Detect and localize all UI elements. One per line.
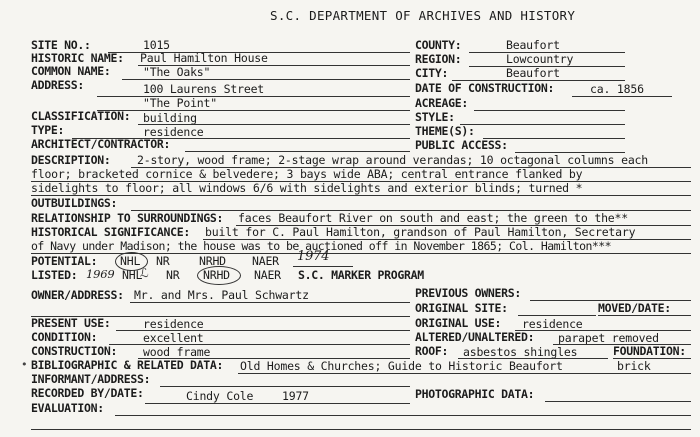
address-label: ADDRESS: (31, 78, 84, 92)
construction-label: CONSTRUCTION: (31, 344, 118, 358)
listed-nrhd-circle (197, 266, 241, 285)
historic-name-label: HISTORIC NAME: (31, 51, 124, 65)
informant-underline (160, 386, 410, 387)
foundation-value: brick (617, 359, 651, 373)
region-label: REGION: (415, 52, 462, 66)
city-value: Beaufort (506, 66, 560, 80)
recorded-by-label: RECORDED BY/DATE: (31, 386, 144, 400)
listed-nrhd: NRHD (203, 268, 230, 282)
bibliography-margin-mark: • (21, 358, 28, 371)
common-name-underline (122, 79, 410, 80)
owner-underline (130, 302, 410, 303)
significance-line-1: built for C. Paul Hamilton, grandson of Paul Hamilton, Secretary (205, 225, 636, 239)
county-value: Beaufort (506, 38, 560, 52)
description-line-3: sidelights to floor; all windows 6/6 with sidelights and exterior blinds; turned * (31, 181, 583, 195)
evaluation-underline (115, 415, 691, 416)
owner-value: Mr. and Mrs. Paul Schwartz (134, 288, 309, 302)
bibliography-value: Old Homes & Churches; Guide to Historic Beaufort (240, 359, 563, 373)
description-underline-3 (31, 195, 691, 196)
listed-naer: NAER (254, 268, 281, 282)
roof-value: asbestos shingles (463, 345, 578, 359)
potential-nhl: NHL (120, 254, 141, 268)
construction-value: wood frame (143, 345, 211, 359)
listed-year: 1969 (86, 267, 115, 281)
owner-label: OWNER/ADDRESS: (31, 288, 124, 302)
region-value: Lowcountry (506, 52, 574, 66)
marker-program-label: S.C. MARKER PROGRAM (298, 268, 424, 282)
acreage-underline (474, 110, 625, 111)
evaluation-underline-2 (31, 429, 691, 430)
previous-owners-label: PREVIOUS OWNERS: (415, 286, 521, 300)
public-access-label: PUBLIC ACCESS: (415, 138, 508, 152)
style-label: STYLE: (415, 110, 455, 124)
acreage-label: ACREAGE: (415, 96, 468, 110)
date-construction-label: DATE OF CONSTRUCTION: (415, 81, 555, 95)
site-no-value: 1015 (143, 38, 170, 52)
original-site-label: ORIGINAL SITE: (415, 301, 508, 315)
condition-label: CONDITION: (31, 330, 98, 344)
potential-label: POTENTIAL: (31, 254, 98, 268)
bibliography-underline (238, 373, 691, 374)
altered-value: parapet removed (558, 331, 659, 345)
architect-label: ARCHITECT/CONTRACTOR: (31, 137, 171, 151)
potential-nr: NR (156, 254, 170, 268)
potential-year-note: 1974 (297, 249, 330, 264)
relationship-value: faces Beaufort River on south and east; the green to the** (238, 211, 628, 225)
classification-label: CLASSIFICATION: (31, 109, 131, 123)
description-line-2: floor; bracketed cornice & belvedere; 3 bays wide ABA; central entrance flanked by (31, 167, 583, 181)
city-label: CITY: (415, 66, 449, 80)
theme-label: THEME(S): (415, 124, 475, 138)
listed-nhl: NHL (122, 268, 143, 282)
address-line-1: 100 Laurens Street (143, 82, 265, 96)
date-construction-value: ca. 1856 (590, 82, 644, 96)
classification-value: building (143, 111, 197, 125)
foundation-label: FOUNDATION: (613, 344, 686, 358)
original-use-label: ORIGINAL USE: (415, 316, 502, 330)
description-line-1: 2-story, wood frame; 2-stage wrap around verandas; 10 octagonal columns each (137, 153, 648, 167)
significance-line-2: of Navy under Madison; the house was to be auctioned off in November 1865; Col. Hamilton*** (31, 239, 611, 253)
listed-nr: NR (166, 268, 180, 282)
informant-label: INFORMANT/ADDRESS: (31, 372, 151, 386)
moved-date-label: MOVED/DATE: (598, 301, 671, 315)
relationship-label: RELATIONSHIP TO SURROUNDINGS: (31, 211, 224, 225)
photographic-data-label: PHOTOGRAPHIC DATA: (415, 387, 535, 401)
significance-label: HISTORICAL SIGNIFICANCE: (31, 225, 190, 239)
style-underline (460, 124, 625, 125)
recorded-by-value: Cindy Cole (186, 389, 254, 403)
type-label: TYPE: (31, 123, 65, 137)
common-name-label: COMMON NAME: (31, 64, 111, 78)
potential-note-underline (293, 266, 353, 267)
address-line-2: "The Point" (143, 96, 217, 110)
common-name-value: "The Oaks" (143, 65, 211, 79)
architect-underline (185, 151, 410, 152)
listed-label: LISTED: (31, 268, 78, 282)
description-label: DESCRIPTION: (31, 153, 111, 167)
moved-date-underline (598, 315, 691, 316)
condition-value: excellent (143, 331, 204, 345)
historic-name-value: Paul Hamilton House (140, 51, 268, 65)
potential-naer: NAER (252, 254, 279, 268)
type-value: residence (143, 125, 204, 139)
site-no-label: SITE NO.: (31, 38, 91, 52)
date-underline (572, 96, 672, 97)
recorded-underline (145, 403, 410, 404)
original-use-value: residence (522, 317, 583, 331)
recorded-date-value: 1977 (282, 389, 309, 403)
bibliography-label: BIBLIOGRAPHIC & RELATED DATA: (31, 358, 224, 372)
form-header: S.C. DEPARTMENT OF ARCHIVES AND HISTORY (270, 8, 576, 23)
original-site-underline (518, 315, 596, 316)
altered-label: ALTERED/UNALTERED: (415, 330, 535, 344)
roof-label: ROOF: (415, 344, 449, 358)
present-use-value: residence (143, 317, 204, 331)
present-use-label: PRESENT USE: (31, 316, 111, 330)
evaluation-label: EVALUATION: (31, 401, 104, 415)
listed-check-mark: ℒ (140, 266, 149, 280)
photographic-underline (545, 401, 691, 402)
potential-nrhd: NRHD (199, 254, 226, 268)
outbuildings-label: OUTBUILDINGS: (31, 196, 118, 210)
county-label: COUNTY: (415, 38, 462, 52)
